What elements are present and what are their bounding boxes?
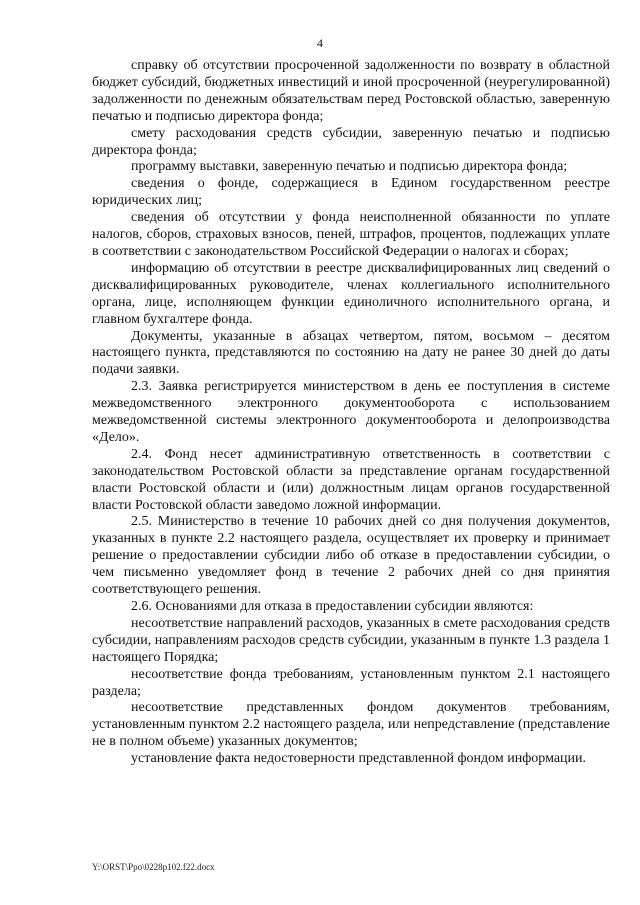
paragraph: 2.3. Заявка регистрируется министерством в день ее поступления в системе межведомственного электронного документооборота с использованием межведомственной системы электронного документооборота и делопроизводства «Дело». [92, 379, 610, 445]
page-number: 4 [317, 36, 323, 50]
paragraph: несоответствие фонда требованиям, установленным пунктом 2.1 настоящего раздела; [92, 666, 610, 699]
paragraph: смету расходования средств субсидии, заверенную печатью и подписью директора фонда; [92, 125, 610, 158]
paragraph: несоответствие направлений расходов, указанных в смете расходования средств субсидии, направлениям расходов средств субсидии, указанным в пункте 1.3 раздела 1 настоящего Порядка; [92, 615, 610, 665]
document-body [92, 58, 610, 768]
paragraph: программу выставки, заверенную печатью и подписью директора фонда; [131, 159, 568, 175]
file-path-footer: Y:\ORST\Ppo\0228p102.f22.docx [92, 862, 215, 872]
paragraph: 2.5. Министерство в течение 10 рабочих дней со дня получения документов, указанных в пункте 2.2 настоящего раздела, осуществляет их проверку и принимает решение о предоставлении субсидии либо об отказе в предоставлении субсидии, о чем письменно уведомляет фонд в течение 2 рабочих дней со дня принятия соответствующего решения. [92, 514, 610, 598]
paragraph: сведения о фонде, содержащиеся в Едином государственном реестре юридических лиц; [92, 176, 610, 209]
paragraph: установление факта недостоверности представленной фондом информации. [131, 751, 587, 767]
paragraph: информацию об отсутствии в реестре дисквалифицированных лиц сведений о дисквалифицированных руководителе, членах коллегиального исполнительного органа, лице, исполняющем функции единоличного исполнительного органа, и главном бухгалтере фонда. [92, 260, 610, 327]
paragraph: сведения об отсутствии у фонда неисполненной обязанности по уплате налогов, сборов, страховых взносов, пеней, штрафов, процентов, подлежащих уплате в соответствии с законодательством Российской Федерации о налогах и сборах; [92, 210, 610, 259]
paragraph: 2.6. Основаниями для отказа в предоставлении субсидии являются: [131, 599, 534, 614]
paragraph: несоответствие представленных фондом документов требованиям, установленным пунктом 2.2 настоящего раздела, или непредставление (представление не в полном объеме) указанных документов; [92, 700, 610, 750]
paragraph: справку об отсутствии просроченной задолженности по возврату в областной бюджет субсидий, бюджетных инвестиций и иной просроченной (неурегулированной) задолженности по денежным обязательствам перед Ростовской областью, заверенную печатью и подписью директора фонда; [92, 58, 610, 124]
paragraph: Документы, указанные в абзацах четвертом, пятом, восьмом – десятом настоящего пункта, представляются по состоянию на дату не ранее 30 дней до даты подачи заявки. [92, 328, 610, 378]
paragraph: 2.4. Фонд несет административную ответственность в соответствии с законодательством Ростовской области за представление органам государственной власти Ростовской области и (или) должностным лицам органов государственной власти Ростовской области заведомо ложной информации. [92, 446, 610, 513]
